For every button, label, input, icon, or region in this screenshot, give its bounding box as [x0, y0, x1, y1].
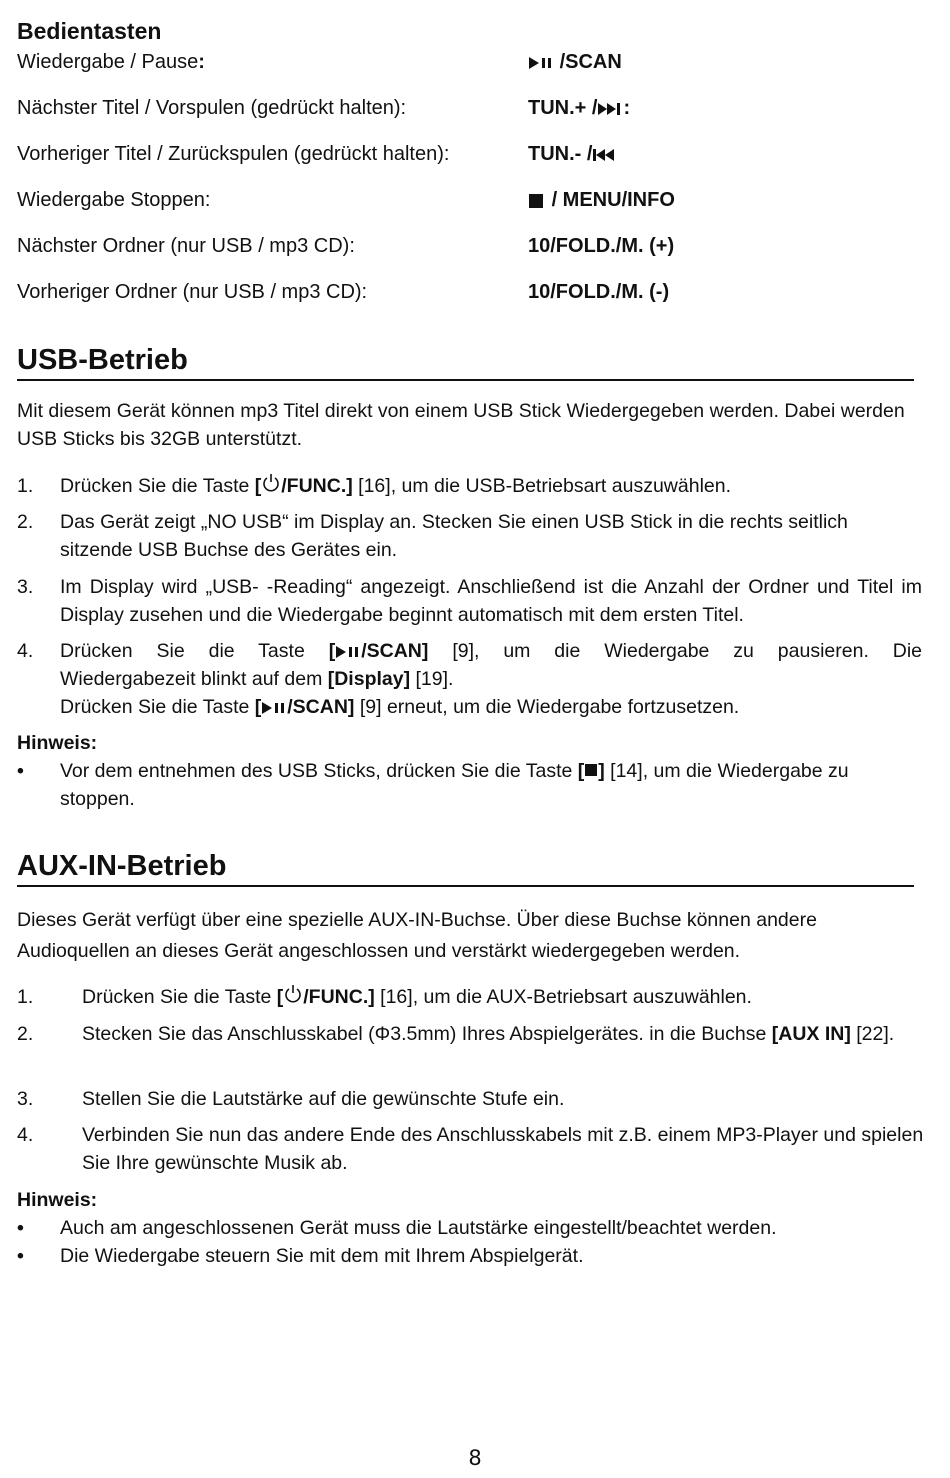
step-number: 1. — [17, 986, 34, 1008]
step-number: 4. — [17, 640, 34, 662]
step-text: Im Display wird „USB- -Reading“ angezeigt. Anschließend ist die Anzahl der Ordner und Titel im Display zusehen und die Wiedergabe beginnt automatisch mit dem ersten Titel. — [60, 576, 922, 626]
step-number: 3. — [17, 1088, 34, 1110]
usb-section-heading: USB-Betrieb — [17, 343, 914, 381]
step-text: Stellen Sie die Lautstärke auf die gewünschte Stufe ein. — [82, 1088, 565, 1110]
page-number: 8 — [468, 1446, 482, 1470]
step-number: 2. — [17, 511, 34, 533]
step-text: Verbinden Sie nun das andere Ende des Anschlusskabels mit z.B. einem MP3-Player und spielen Sie Ihre gewünschte Musik ab. — [82, 1124, 924, 1174]
bullet-marker: • — [17, 760, 24, 782]
control-key: TUN.+ / : — [528, 97, 631, 119]
control-row-previous-track — [17, 140, 917, 168]
previous-track-icon — [592, 148, 618, 162]
aux-intro: Dieses Gerät verfügt über eine spezielle AUX-IN-Buchse. Über diese Buchse können andere Audioquellen an dieses Gerät angeschlossen und verstärkt wiedergegeben werden. — [17, 909, 817, 962]
control-key: /SCAN — [528, 48, 622, 76]
aux-section-heading: AUX-IN-Betrieb — [17, 849, 914, 887]
control-row-previous-folder — [17, 278, 917, 306]
usb-intro: Mit diesem Gerät können mp3 Titel direkt von einem USB Stick Wiedergegeben werden. Dabei werden USB Sticks bis 32GB unterstützt. — [17, 400, 905, 450]
hint-text: Auch am angeschlossenen Gerät muss die Lautstärke eingestellt/beachtet werden. — [60, 1217, 777, 1239]
control-label: Vorheriger Titel / Zurückspulen (gedrückt halten): — [17, 143, 450, 165]
step-line: Wiedergabezeit blinkt auf dem [Display] [19]. — [60, 668, 454, 690]
hint-text: Die Wiedergabe steuern Sie mit dem mit Ihrem Abspielgerät. — [60, 1245, 584, 1267]
step-line: Drücken Sie die Taste [ /SCAN] [9], um die Wiedergabe zu pausieren. Die — [60, 640, 923, 662]
play-pause-icon — [335, 645, 361, 659]
control-label: Wiedergabe / Pause: — [17, 51, 205, 73]
control-row-next-track — [17, 94, 917, 122]
control-label: Nächster Ordner (nur USB / mp3 CD): — [17, 235, 355, 257]
control-row-next-folder — [17, 232, 917, 260]
next-track-icon — [597, 102, 623, 116]
step-text: Das Gerät zeigt „NO USB“ im Display an. Stecken Sie einen USB Stick in die rechts seitlich sitzende USB Buchse des Gerätes ein. — [60, 511, 848, 561]
bullet-marker: • — [17, 1245, 24, 1267]
play-pause-icon — [261, 701, 287, 715]
step-number: 4. — [17, 1124, 34, 1146]
stop-icon — [528, 193, 546, 209]
control-key: TUN.- / — [528, 140, 618, 168]
control-key: / MENU/INFO — [528, 186, 675, 214]
step-line: Drücken Sie die Taste [ /SCAN] [9] erneut, um die Wiedergabe fortzusetzen. — [60, 696, 740, 718]
controls-title: Bedientasten — [17, 18, 162, 44]
bullet-marker: • — [17, 1217, 24, 1239]
step-number: 1. — [17, 475, 34, 497]
aux-hint-title: Hinweis: — [17, 1189, 98, 1211]
step-text — [60, 637, 922, 721]
step-text: Stecken Sie das Anschlusskabel (Φ3.5mm) Ihres Abspielgerätes. in die Buchse [AUX IN] [22]. — [82, 1023, 895, 1045]
control-label: Vorheriger Ordner (nur USB / mp3 CD): — [17, 281, 368, 303]
step-number: 3. — [17, 576, 34, 598]
stop-icon — [584, 762, 598, 778]
hint-text: Vor dem entnehmen des USB Sticks, drücken Sie die Taste [ ] [14], um die Wiedergabe zu stoppen. — [60, 760, 849, 810]
control-label: Nächster Titel / Vorspulen (gedrückt halten): — [17, 97, 407, 119]
control-row-stop — [17, 186, 917, 214]
step-text: Drücken Sie die Taste [ /FUNC.] [16], um die AUX-Betriebsart auszuwählen. — [82, 986, 752, 1008]
usb-hint-title: Hinweis: — [17, 732, 98, 754]
control-row-play-pause — [17, 48, 917, 76]
step-text: Drücken Sie die Taste [ /FUNC.] [16], um die USB-Betriebsart auszuwählen. — [60, 475, 732, 497]
control-key: 10/FOLD./M. (+) — [528, 235, 675, 257]
power-icon — [283, 984, 303, 1004]
power-icon — [261, 473, 281, 493]
control-label: Wiedergabe Stoppen: — [17, 189, 211, 211]
play-pause-icon — [528, 56, 554, 70]
step-number: 2. — [17, 1023, 34, 1045]
control-key: 10/FOLD./M. (-) — [528, 281, 670, 303]
